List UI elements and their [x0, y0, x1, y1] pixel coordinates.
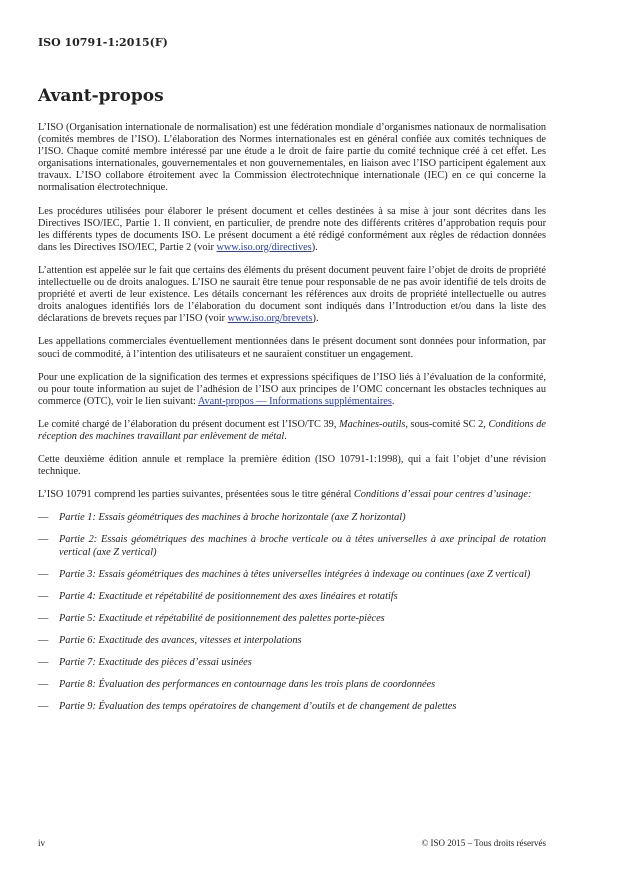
part-title: Partie 5: Exactitude et répétabilité de positionnement des palettes porte-pièces — [59, 612, 385, 624]
part-title: Partie 6: Exactitude des avances, vitesses et interpolations — [59, 634, 302, 646]
copyright-notice: © ISO 2015 – Tous droits réservés — [421, 838, 546, 848]
paragraph-text: Le comité chargé de l’élaboration du présent document est l’ISO/TC 39, — [38, 418, 340, 430]
committee-title: Machines-outils — [339, 418, 406, 430]
dash-bullet: — — [38, 679, 49, 691]
paragraph-end: ). — [311, 241, 318, 253]
part-title: Partie 8: Évaluation des performances en contournage dans les trois plans de coordonnées — [59, 679, 436, 691]
standard-identifier: ISO 10791-1:2015(F) — [38, 36, 168, 49]
general-title: Conditions d’essai pour centres d’usinage: — [353, 489, 532, 501]
list-item — [38, 657, 546, 669]
dash-bullet: — — [38, 701, 49, 713]
paragraph-end: ). — [312, 313, 319, 325]
paragraph-procedures — [38, 206, 546, 254]
dash-bullet: — — [38, 590, 49, 602]
list-item — [38, 534, 546, 558]
part-title: Partie 9: Évaluation des temps opératoires de changement d’outils et de changement de palettes — [59, 701, 457, 713]
page-number: iv — [38, 838, 46, 848]
paragraph-conformity — [38, 372, 546, 408]
paragraph-text: L’ISO 10791 comprend les parties suivantes, présentées sous le titre général — [38, 489, 354, 501]
paragraph-text: , sous-comité SC 2, — [405, 418, 489, 430]
dash-bullet: — — [38, 657, 49, 668]
list-item — [38, 591, 546, 603]
dash-bullet: — — [38, 512, 49, 524]
part-title: Partie 4: Exactitude et répétabilité de positionnement des axes linéaires et rotatifs — [59, 590, 398, 602]
list-item — [38, 569, 546, 581]
paragraph-text: Pour une explication de la signification des termes et expressions spécifiques de l’ISO liés à l’évaluation de la conformité, ou pour toute information au sujet de l’adhésion de l’ISO aux principes de l’OMC concernant les obstacles techniques au commerce (OTC), voir le lien suivant: — [38, 371, 546, 407]
list-item — [38, 613, 546, 625]
dash-bullet: — — [38, 568, 49, 580]
subcommittee-title: Conditions de réception des machines travaillant par enlèvement de métal — [38, 418, 546, 442]
part-title: Partie 2: Essais géométriques des machines à broche verticale ou à têtes universelles à axe principal de rotation vertical (axe Z vertical) — [59, 534, 546, 558]
dash-bullet: — — [38, 634, 49, 646]
paragraph-parts-intro — [38, 489, 546, 501]
paragraph-patents — [38, 265, 546, 325]
list-item — [38, 635, 546, 647]
paragraph-trade-names: Les appellations commerciales éventuellement mentionnées dans le présent document sont données pour information, par souci de commodité, à l’intention des utilisateurs et ne sauraient constituer un engagement. — [38, 336, 546, 360]
dash-bullet: — — [38, 612, 49, 624]
part-title: Partie 3: Essais géométriques des machines à têtes universelles intégrées à indexage ou continues (axe Z vertical) — [59, 568, 531, 580]
paragraph-text: L’attention est appelée sur le fait que certains des éléments du présent document peuvent faire l’objet de droits de propriété intellectuelle ou de droits analogues. L’ISO ne saurait être tenue pour responsable de ne pas avoir identifié de tels droits de propriété et averti de leur existence. Les détails concernant les références aux droits de propriété intellectuelle ou autres droits analogues identifiés lors de l’élaboration du document sont indiqués dans l’Introduction et/ou dans la liste des déclarations de brevets reçues par l’ISO (voir — [38, 264, 546, 325]
list-item — [38, 512, 546, 524]
dash-bullet: — — [38, 534, 49, 546]
paragraph-text: Les procédures utilisées pour élaborer le présent document et celles destinées à sa mise à jour sont décrites dans les Directives ISO/IEC, Partie 1. Il convient, en particulier, de prendre note des différents critères d’approbation requis pour les différents types de documents ISO. Le présent document a été rédigé conformément aux règles de rédaction données dans les Directives ISO/IEC, Partie 2 (voir — [38, 205, 546, 253]
parts-list — [38, 512, 546, 713]
page-title: Avant-propos — [38, 86, 164, 106]
paragraph-edition: Cette deuxième édition annule et remplace la première édition (ISO 10791-1:1998), qui a fait l’objet d’une révision technique. — [38, 454, 546, 478]
foreword-info-link[interactable]: Avant-propos — Informations supplémentaires — [197, 395, 392, 407]
paragraph-committee — [38, 419, 546, 443]
document-body — [38, 122, 546, 723]
paragraph-end: . — [391, 395, 395, 407]
paragraph-end: . — [284, 430, 287, 442]
patents-link[interactable]: www.iso.org/brevets — [227, 313, 313, 325]
list-item — [38, 679, 546, 691]
list-item — [38, 701, 546, 713]
part-title: Partie 1: Essais géométriques des machines à broche horizontale (axe Z horizontal) — [59, 512, 406, 524]
paragraph-iso-intro: L’ISO (Organisation internationale de normalisation) est une fédération mondiale d’organismes nationaux de normalisation (comités membres de l’ISO). L’élaboration des Normes internationales est en général confiée aux comités techniques de l’ISO. Chaque comité membre intéressé par une étude a le droit de faire partie du comité technique créé à cet effet. Les organisations internationales, gouvernementales et non gouvernementales, en liaison avec l’ISO participent également aux travaux. L’ISO collabore étroitement avec la Commission électrotechnique internationale (IEC) en ce qui concerne la normalisation électrotechnique. — [38, 122, 546, 194]
part-title: Partie 7: Exactitude des pièces d’essai usinées — [59, 657, 252, 668]
directives-link[interactable]: www.iso.org/directives — [216, 241, 312, 253]
